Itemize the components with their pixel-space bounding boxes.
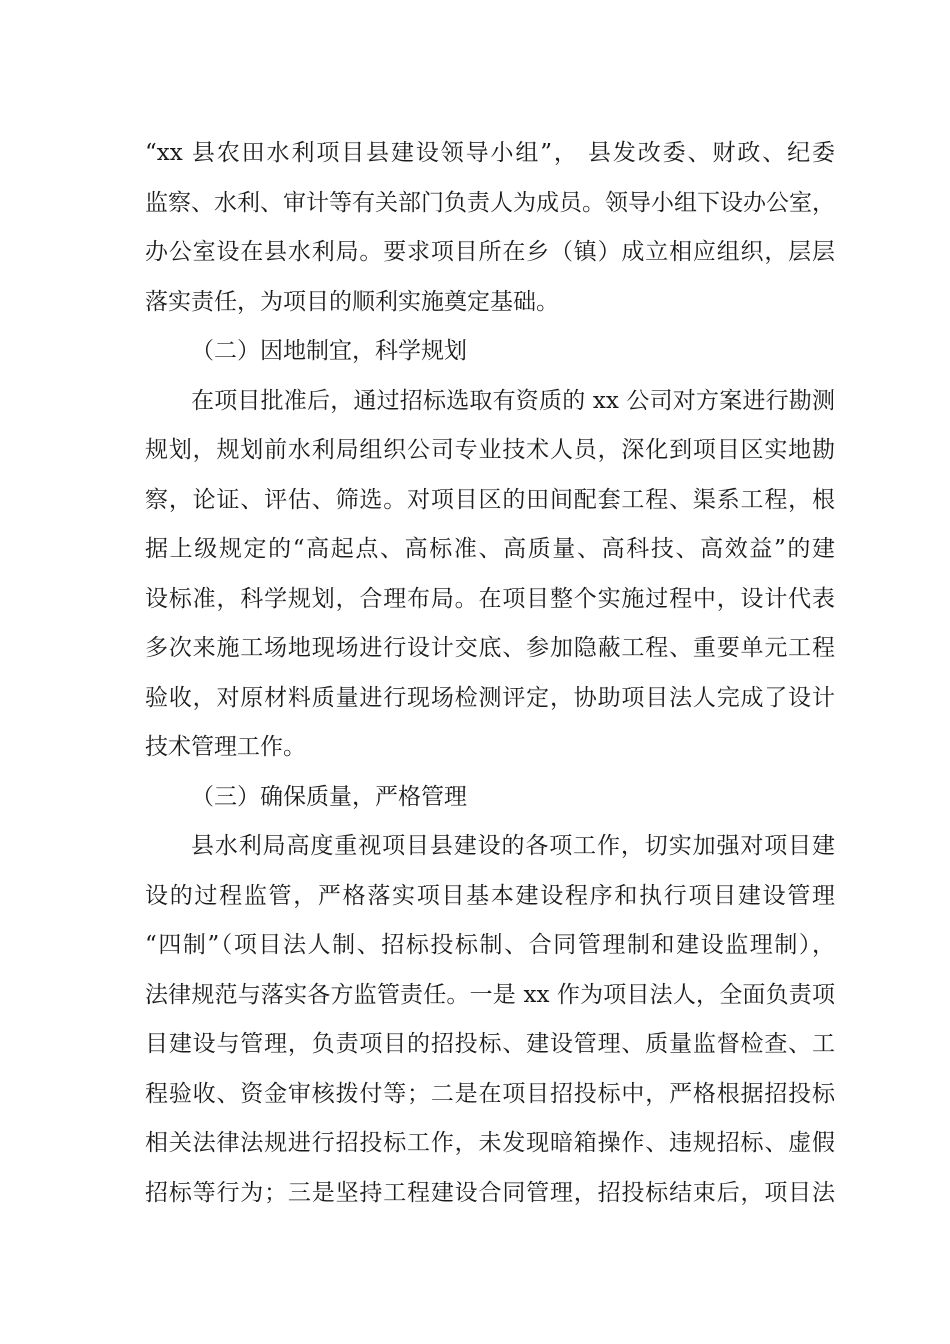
text-line: 验收，对原材料质量进行现场检测评定，协助项目法人完成了设计 (145, 684, 835, 711)
text-line: “xx 县农田水利项目县建设领导小组”， 县发改委、财政、纪委 (145, 140, 835, 166)
text-line: 监察、水利、审计等有关部门负责人为成员。领导小组下设办公室， (145, 189, 835, 216)
text-line: 察，论证、评估、筛选。对项目区的田间配套工程、渠系工程，根 (145, 486, 835, 513)
text-line: 县水利局高度重视项目县建设的各项工作，切实加强对项目建 (191, 833, 835, 859)
text-line: 招标等行为；三是坚持工程建设合同管理，招投标结束后，项目法 (145, 1179, 835, 1206)
text-line: 多次来施工场地现场进行设计交底、参加隐蔽工程、重要单元工程 (145, 635, 835, 661)
text-line: 规划，规划前水利局组织公司专业技术人员，深化到项目区实地勘 (145, 437, 835, 463)
text-line: 法律规范与落实各方监管责任。一是 xx 作为项目法人，全面负责项 (145, 981, 835, 1008)
text-line: 相关法律法规进行招投标工作，未发现暗箱操作、违规招标、虚假 (145, 1130, 835, 1156)
text-line: 设的过程监管，严格落实项目基本建设程序和执行项目建设管理 (145, 882, 835, 909)
text-line: 据上级规定的“高起点、高标准、高质量、高科技、高效益”的建 (145, 536, 835, 562)
text-line: 在项目批准后，通过招标选取有资质的 xx 公司对方案进行勘测 (191, 387, 835, 414)
section-heading: （二）因地制宜，科学规划 (191, 338, 467, 364)
text-line: 程验收、资金审核拨付等；二是在项目招投标中，严格根据招投标 (145, 1080, 835, 1107)
document-body (145, 129, 835, 1218)
section-heading: （三）确保质量，严格管理 (191, 783, 467, 810)
text-line: 技术管理工作。 (145, 734, 306, 760)
text-line: “四制”（项目法人制、招标投标制、合同管理制和建设监理制）， (145, 932, 835, 958)
text-line: 落实责任，为项目的顺利实施奠定基础。 (145, 288, 559, 315)
text-line: 办公室设在县水利局。要求项目所在乡（镇）成立相应组织，层层 (145, 239, 835, 265)
text-line: 目建设与管理，负责项目的招投标、建设管理、质量监督检查、工 (145, 1031, 835, 1057)
text-line: 设标准，科学规划，合理布局。在项目整个实施过程中，设计代表 (145, 585, 835, 612)
